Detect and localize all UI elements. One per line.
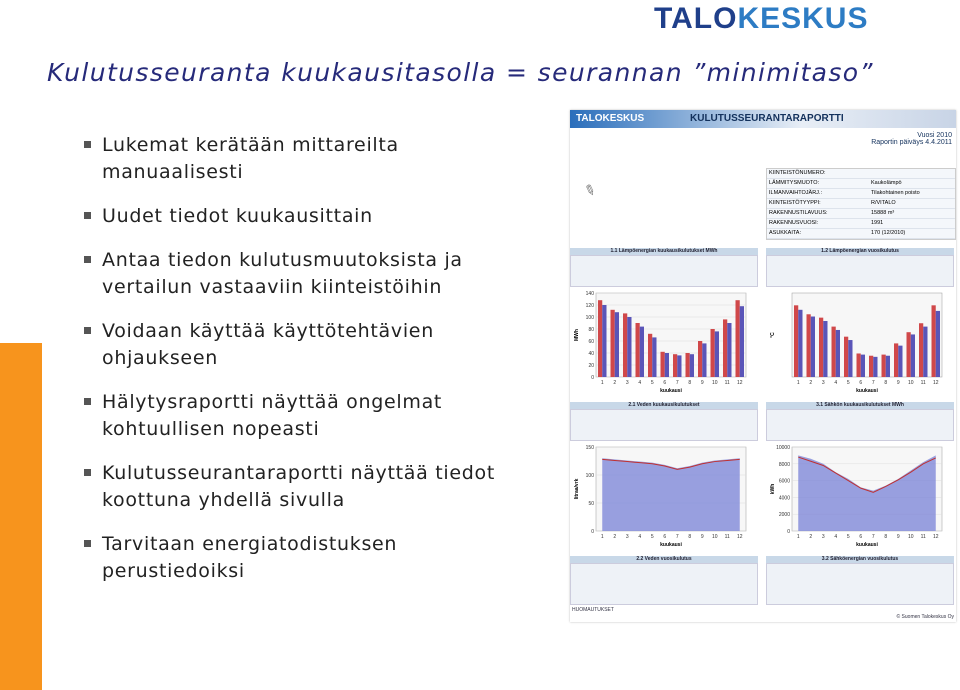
x-tick-label: 5	[846, 380, 850, 386]
slide-title: Kulutusseuranta kuukausitasolla = seurannan ”minimitaso”	[47, 58, 874, 87]
bar	[702, 343, 706, 377]
x-tick-label: 11	[920, 534, 926, 540]
bar	[677, 355, 681, 377]
bar	[898, 346, 902, 377]
bar	[665, 353, 669, 377]
bar	[873, 357, 877, 377]
bar	[794, 305, 798, 377]
x-tick-label: 10	[711, 534, 718, 540]
x-tick-label: 4	[834, 380, 838, 386]
x-tick-label: 3	[821, 380, 825, 386]
x-tick-label: 8	[884, 534, 888, 540]
bar	[811, 317, 815, 377]
x-tick-label: 10	[907, 380, 914, 386]
summary-table	[570, 255, 758, 287]
x-tick-label: 12	[736, 380, 743, 386]
heat-monthly-panel: 1.1 Lämpöenergian kuukausikulutukset MWh 140 120 100 80 60 40 20 0 1 2 3 4 5 6 7 8 9 10 11 12 MWh kuukausi	[570, 248, 758, 399]
bullet-item: Kulutusseurantaraportti näyttää tiedot koottuna yhdellä sivulla	[84, 460, 534, 514]
x-tick-label: 9	[896, 380, 900, 386]
bullet-list	[84, 132, 534, 602]
y-tick-label: 40	[588, 351, 594, 357]
x-tick-label: 6	[663, 534, 667, 540]
y-tick-label: 10000	[776, 445, 790, 451]
pushpin-icon: ✎	[581, 180, 599, 200]
property-info-table	[766, 168, 956, 240]
x-tick-label: 6	[859, 534, 863, 540]
summary-table	[766, 255, 954, 287]
x-tick-label: 7	[675, 380, 679, 386]
summary-table	[570, 563, 758, 605]
report-logo: TALOKESKUS	[576, 113, 645, 124]
bar	[652, 337, 656, 377]
electricity-yearly-panel: 3.2 Sähköenergian vuosikulutus	[766, 556, 954, 605]
bar	[844, 337, 848, 377]
info-value: Tilakohtainen poisto	[871, 190, 920, 196]
x-tick-label: 1	[796, 534, 800, 540]
x-tick-label: 4	[638, 380, 642, 386]
info-value: 15888 m³	[871, 210, 895, 216]
x-tick-label: 12	[932, 380, 939, 386]
bar	[740, 306, 744, 377]
bar	[686, 353, 690, 377]
bullet-item: Uudet tiedot kuukausittain	[84, 203, 534, 230]
bar	[648, 334, 652, 377]
x-tick-label: 5	[846, 534, 850, 540]
y-axis-label: litraa/vrk	[574, 478, 580, 500]
bar	[723, 319, 727, 377]
bar	[936, 311, 940, 377]
bar	[882, 355, 886, 377]
temperature-chart	[766, 287, 954, 399]
info-value: Kaukolämpö	[871, 180, 902, 186]
bar	[857, 353, 861, 377]
summary-table	[766, 563, 954, 605]
bar	[923, 327, 927, 377]
x-axis-label: kuukausi	[660, 388, 682, 394]
info-row: ILMANVAIHTOJÄRJ.: Tilakohtainen poisto	[767, 189, 955, 199]
info-value: 1991	[871, 220, 884, 226]
bar	[615, 312, 619, 377]
x-tick-label: 3	[625, 534, 629, 540]
y-tick-label: 0	[591, 375, 594, 381]
x-axis-label: kuukausi	[856, 388, 878, 394]
heat-monthly-chart	[570, 287, 758, 399]
info-row: KIINTEISTÖNUMERO:	[767, 169, 955, 179]
y-tick-label: 100	[585, 315, 594, 321]
y-tick-label: 80	[588, 327, 594, 333]
bar	[836, 330, 840, 377]
report-date: Vuosi 2010 Raportin päiväys 4.4.2011	[871, 132, 952, 146]
bar	[823, 321, 827, 377]
bar	[661, 352, 665, 377]
x-tick-label: 9	[700, 534, 704, 540]
summary-table	[570, 409, 758, 441]
y-axis-label: °C	[770, 332, 776, 338]
y-tick-label: 60	[588, 339, 594, 345]
x-tick-label: 4	[638, 534, 642, 540]
talokeskus-logo: TALOKESKUS	[654, 2, 869, 35]
x-tick-label: 4	[834, 534, 838, 540]
bullet-item: Tarvitaan energiatodistuksen perustiedoiksi	[84, 531, 534, 585]
bar	[911, 334, 915, 377]
y-tick-label: 120	[585, 303, 594, 309]
x-tick-label: 1	[796, 380, 800, 386]
bar	[698, 341, 702, 377]
bullet-item: Hälytysraportti näyttää ongelmat kohtuullisen nopeasti	[84, 389, 534, 443]
report-thumbnail	[570, 110, 956, 622]
area-series	[602, 458, 740, 531]
report-title: KULUTUSSEURANTARAPORTTI	[690, 113, 844, 124]
bar	[919, 323, 923, 377]
report-notes: HUOMAUTUKSET	[572, 607, 614, 613]
bar	[598, 300, 602, 377]
bar	[832, 327, 836, 377]
y-tick-label: 50	[588, 501, 594, 507]
bar	[673, 354, 677, 377]
report-copyright: © Suomen Talokeskus Oy	[896, 614, 954, 620]
x-tick-label: 8	[688, 380, 692, 386]
x-tick-label: 10	[907, 534, 914, 540]
x-tick-label: 11	[920, 380, 926, 386]
x-tick-label: 3	[625, 380, 629, 386]
x-tick-label: 2	[809, 380, 813, 386]
x-tick-label: 6	[859, 380, 863, 386]
x-tick-label: 12	[736, 534, 743, 540]
orange-accent-bar	[0, 343, 42, 690]
x-tick-label: 9	[896, 534, 900, 540]
x-tick-label: 1	[600, 534, 604, 540]
bar	[861, 355, 865, 377]
water-chart	[570, 441, 758, 553]
info-row: ASUKKAITA: 170 (12/2010)	[767, 229, 955, 239]
info-row: RAKENNUSVUOSI: 1991	[767, 219, 955, 229]
bar	[894, 343, 898, 377]
x-tick-label: 7	[871, 380, 875, 386]
x-tick-label: 2	[613, 534, 617, 540]
x-tick-label: 12	[932, 534, 939, 540]
y-tick-label: 2000	[778, 512, 790, 519]
bar	[807, 314, 811, 377]
heat-yearly-panel: 1.2 Lämpöenergian vuosikulutus 1 2 3 4 5 6 7 8 9 10 11 12 °C kuukausi	[766, 248, 954, 399]
water-yearly-panel: 2.2 Veden vuosikulutus	[570, 556, 758, 605]
electricity-monthly-panel: 3.1 Sähkön kuukausikulutukset MWh 10000 8000 6000 4000 2000 0 1 2 3 4 5 6 7 8 9 10 11 12 kWh kuukausi	[766, 402, 954, 553]
y-tick-label: 140	[585, 291, 594, 297]
bar	[727, 323, 731, 377]
bar	[640, 327, 644, 377]
x-tick-label: 3	[821, 534, 825, 540]
x-tick-label: 6	[663, 380, 667, 386]
bar	[636, 323, 640, 377]
bullet-item: Lukemat kerätään mittareilta manuaalisesti	[84, 132, 534, 186]
water-monthly-panel: 2.1 Veden kuukausikulutukset 150 100 50 0 1 2 3 4 5 6 7 8 9 10 11 12 litraa/vrk kuukausi	[570, 402, 758, 553]
x-axis-label: kuukausi	[856, 542, 878, 548]
y-tick-label: 0	[787, 529, 790, 535]
bar	[715, 331, 719, 377]
bar	[627, 317, 631, 377]
summary-table	[766, 409, 954, 441]
bar	[711, 329, 715, 377]
y-axis-label: MWh	[574, 329, 580, 341]
bar	[602, 305, 606, 377]
bar	[623, 313, 627, 377]
bar	[907, 332, 911, 377]
y-tick-label: 100	[585, 473, 594, 479]
x-tick-label: 5	[650, 380, 654, 386]
x-tick-label: 2	[809, 534, 813, 540]
x-tick-label: 5	[650, 534, 654, 540]
info-row: LÄMMITYSMUOTO: Kaukolämpö	[767, 179, 955, 189]
bar	[611, 310, 615, 377]
x-tick-label: 7	[675, 534, 679, 540]
x-axis-label: kuukausi	[660, 542, 682, 548]
info-value: R/VITALO	[871, 200, 896, 206]
x-tick-label: 2	[613, 380, 617, 386]
electricity-chart	[766, 441, 954, 553]
bullet-item: Antaa tiedon kulutusmuutoksista ja vertailun vastaaviin kiinteistöihin	[84, 247, 534, 301]
x-tick-label: 8	[688, 534, 692, 540]
bar	[690, 354, 694, 377]
y-tick-label: 8000	[778, 461, 790, 468]
bar	[932, 305, 936, 377]
info-row: KIINTEISTÖTYYPPI: R/VITALO	[767, 199, 955, 209]
bar	[848, 340, 852, 377]
x-tick-label: 11	[724, 380, 730, 386]
bar	[886, 356, 890, 377]
bullet-item: Voidaan käyttää käyttötehtävien ohjaukseen	[84, 318, 534, 372]
x-tick-label: 11	[724, 534, 730, 540]
x-tick-label: 10	[711, 380, 718, 386]
y-tick-label: 20	[588, 363, 594, 369]
bar	[798, 310, 802, 377]
y-tick-label: 150	[585, 445, 594, 451]
info-row: RAKENNUSTILAVUUS: 15888 m³	[767, 209, 955, 219]
x-tick-label: 8	[884, 380, 888, 386]
x-tick-label: 7	[871, 534, 875, 540]
report-header	[570, 110, 956, 128]
bar	[736, 300, 740, 377]
y-axis-label: kWh	[770, 483, 776, 495]
x-tick-label: 9	[700, 380, 704, 386]
y-tick-label: 4000	[778, 495, 790, 502]
y-tick-label: 0	[591, 529, 594, 535]
x-tick-label: 1	[600, 380, 604, 386]
bar	[869, 356, 873, 377]
y-tick-label: 6000	[778, 478, 790, 485]
bar	[819, 318, 823, 377]
info-value: 170 (12/2010)	[871, 230, 906, 236]
